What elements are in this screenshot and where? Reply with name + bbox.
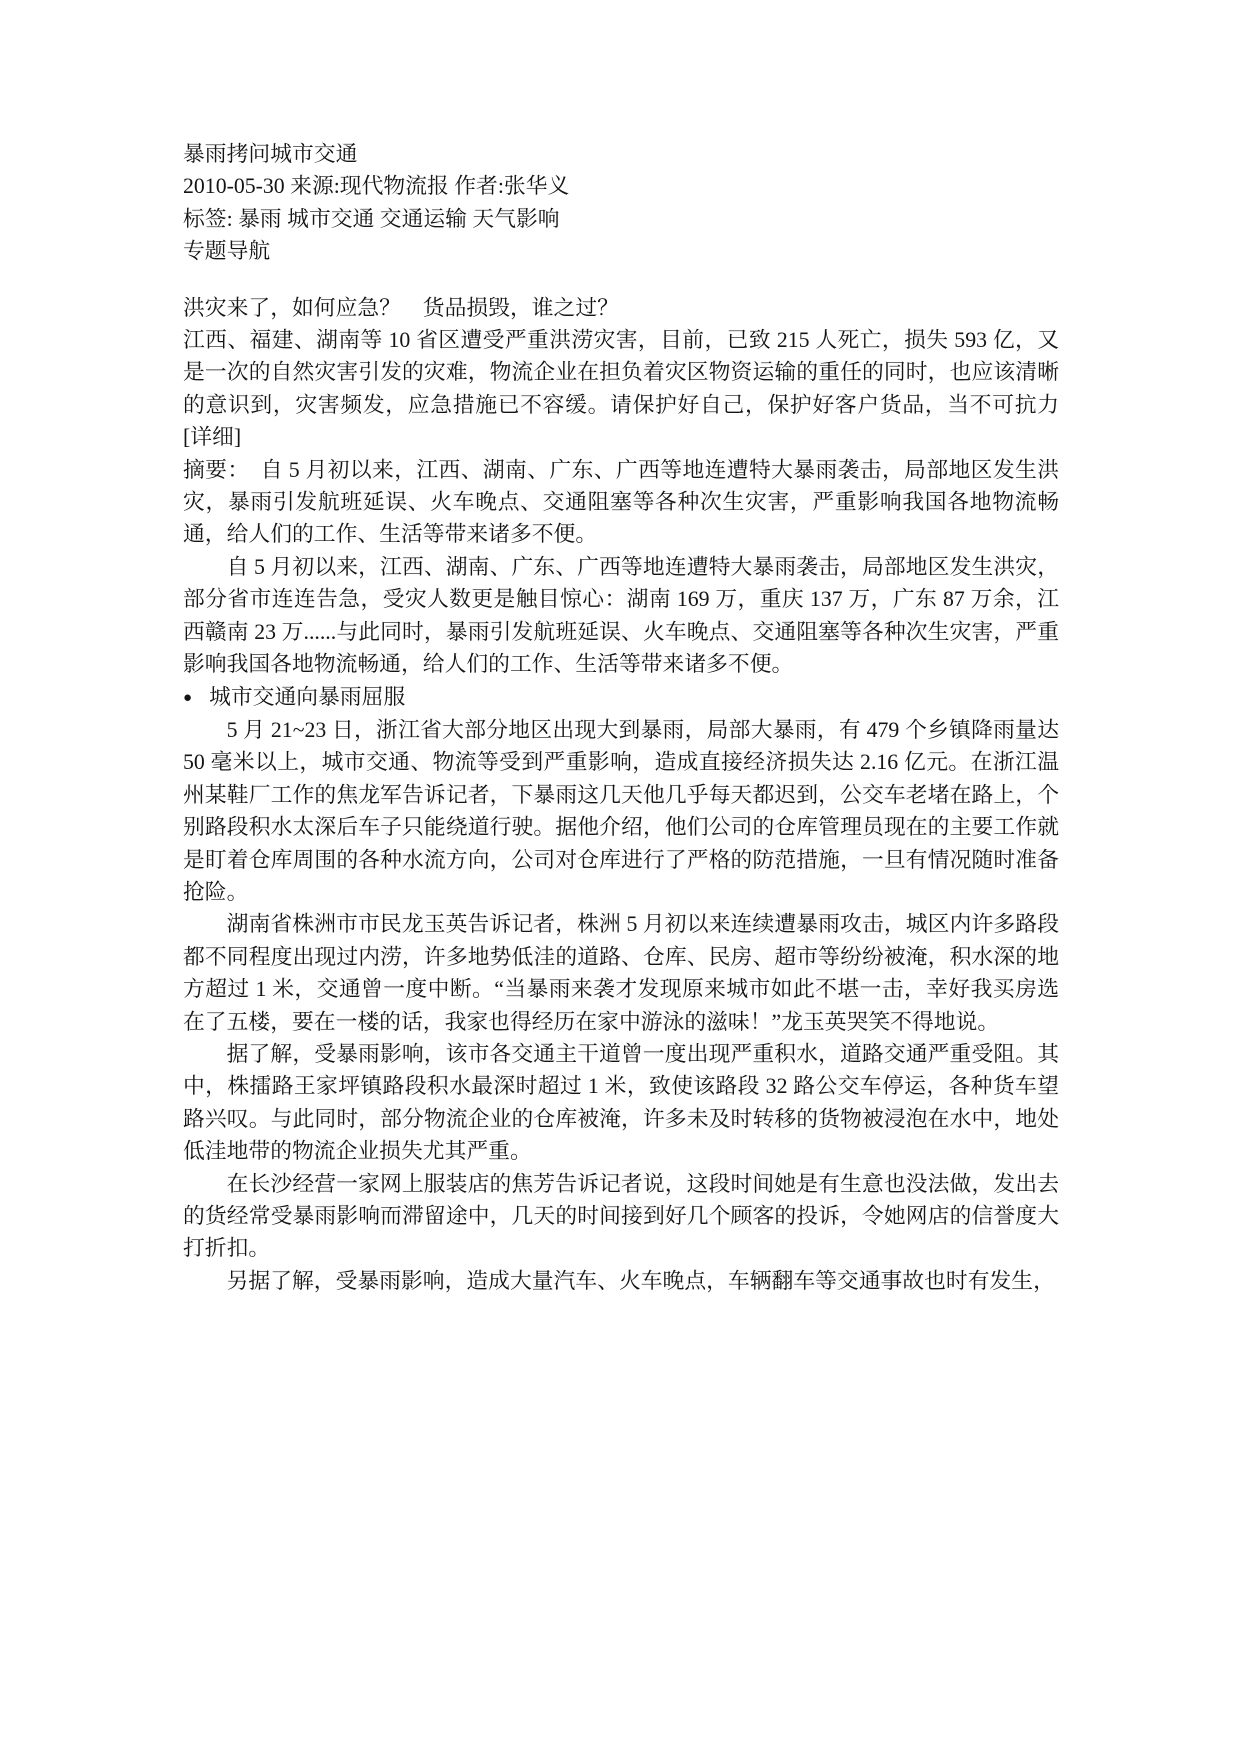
paragraph-roads: 据了解，受暴雨影响，该市各交通主干道曾一度出现严重积水，道路交通严重受阻。其中，株擂路王家坪镇路段积水最深时超过 1 米，致使该路段 32 路公交车停运，各种货车望路兴叹。与此同时，部分物流企业的仓库被淹，许多未及时转移的货物被浸泡在水中，地处低洼地带的物流企业损失尤其严重。 — [183, 1041, 1059, 1164]
article-tags: 标签: 暴雨 城市交通 交通运输 天气影响 — [183, 206, 560, 231]
section-heading-text: 城市交通向暴雨屈服 — [209, 684, 406, 709]
paragraph-accidents: 另据了解，受暴雨影响，造成大量汽车、火车晚点，车辆翻车等交通事故也时有发生， — [226, 1268, 1055, 1293]
lead-news-summary: 江西、福建、湖南等 10 省区遭受严重洪涝灾害，目前，已致 215 人死亡，损失 593 亿，又是一次的自然灾害引发的灾难，物流企业在担负着灾区物资运输的重任的同时，也应该清晰的意识到，灾害频发，应急措施已不容缓。请保护好自己，保护好客户货品，当不可抗力 [详细] — [183, 328, 1059, 450]
lead-block — [183, 292, 1059, 551]
paragraph-changsha: 在长沙经营一家网上服装店的焦芳告诉记者说，这段时间她是有生意也没法做，发出去的货经常受暴雨影响而滞留途中，几天的时间接到好几个顾客的投诉，令她网店的信誉度大打折扣。 — [183, 1171, 1059, 1261]
lead-headline: 洪灾来了，如何应急？ 货品损毁，谁之过？ — [183, 295, 619, 320]
paragraph-zhuzhou: 湖南省株洲市市民龙玉英告诉记者，株洲 5 月初以来连续遭暴雨攻击，城区内许多路段都不同程度出现过内涝，许多地势低洼的道路、仓库、民房、超市等纷纷被淹，积水深的地方超过 1 米，交通曾一度中断。“当暴雨来袭才发现原来城市如此不堪一击，幸好我买房选在了五楼，要在一楼的话，我家也得经历在家中游泳的滋味！”龙玉英哭笑不得地说。 — [183, 912, 1059, 1034]
paragraph-zhejiang: 5 月 21~23 日，浙江省大部分地区出现大到暴雨，局部大暴雨，有 479 个乡镇降雨量达 50 毫米以上，城市交通、物流等受到严重影响，造成直接经济损失达 2.16 亿元。在浙江温州某鞋厂工作的焦龙军告诉记者，下暴雨这几天他几乎每天都迟到，公交车老堵在路上，个别路段积水太深后车子只能绕道行驶。据他介绍，他们公司的仓库管理员现在的主要工作就是盯着仓库周围的各种水流方向，公司对仓库进行了严格的防范措施，一旦有情况随时准备抢险。 — [183, 717, 1059, 904]
bullet-icon: ● — [183, 689, 193, 706]
topic-nav-link[interactable]: 专题导航 — [183, 239, 271, 264]
article-body — [183, 138, 1059, 1297]
lead-abstract: 摘要： 自 5 月初以来，江西、湖南、广东、广西等地连遭特大暴雨袭击，局部地区发生洪灾，暴雨引发航班延误、火车晚点、交通阻塞等各种次生灾害，严重影响我国各地物流畅通，给人们的工作、生活等带来诸多不便。 — [183, 457, 1059, 547]
article-title: 暴雨拷问城市交通 — [183, 142, 358, 166]
article-meta: 2010-05-30 来源:现代物流报 作者:张华义 — [183, 174, 570, 199]
paragraph-overview: 自 5 月初以来，江西、湖南、广东、广西等地连遭特大暴雨袭击，局部地区发生洪灾，部分省市连连告急，受灾人数更是触目惊心：湖南 169 万，重庆 137 万，广东 87 万余，江西赣南 23 万......与此同时，暴雨引发航班延误、火车晚点、交通阻塞等各种次生灾害，严重影响我国各地物流畅通，给人们的工作、生活等带来诸多不便。 — [183, 554, 1059, 677]
section-heading — [183, 681, 1059, 714]
